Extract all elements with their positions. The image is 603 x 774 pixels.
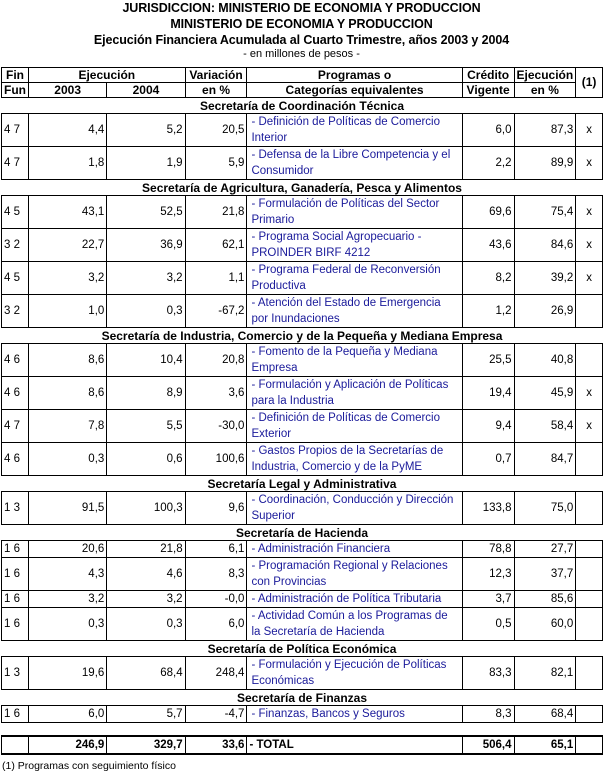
section-title: Secretaría de Industria, Comercio y de la Pequeña y Mediana Empresa	[2, 328, 603, 344]
header-fin: Fin	[2, 68, 29, 83]
cell-programa: - Fomento de la Pequeña y Mediana Empresa	[247, 344, 462, 377]
cell-credito: 0,5	[462, 608, 514, 641]
spacer-row	[2, 723, 603, 737]
header-2003: 2003	[29, 83, 107, 98]
header-note: (1)	[576, 68, 603, 98]
cell-2003: 20,6	[29, 541, 107, 558]
cell-finfun: 1 6	[2, 541, 29, 558]
cell-variacion: 9,6	[185, 492, 247, 525]
section-header	[2, 525, 603, 541]
cell-programa: - Actividad Común a los Programas de la Secretaría de Hacienda	[247, 608, 462, 641]
section-header	[2, 98, 603, 114]
cell-2003: 1,0	[29, 295, 107, 328]
cell-ejecucion: 60,0	[514, 608, 576, 641]
cell-variacion: 3,6	[185, 377, 247, 410]
cell-2004: 1,9	[107, 147, 185, 180]
cell-2003: 4,3	[29, 558, 107, 591]
table-row	[2, 114, 603, 147]
cell-credito: 3,7	[462, 591, 514, 608]
cell-2003: 43,1	[29, 196, 107, 229]
table-row	[2, 344, 603, 377]
table-row	[2, 410, 603, 443]
total-row	[2, 736, 603, 754]
cell-credito: 12,3	[462, 558, 514, 591]
table-row	[2, 591, 603, 608]
cell-2003: 19,6	[29, 657, 107, 690]
header-2004: 2004	[107, 83, 185, 98]
cell-programa: - Atención del Estado de Emergencia por Inundaciones	[247, 295, 462, 328]
cell-2003: 6,0	[29, 706, 107, 723]
table-row	[2, 706, 603, 723]
cell-2004: 0,3	[107, 295, 185, 328]
cell-2004: 52,5	[107, 196, 185, 229]
cell-variacion: 100,6	[185, 443, 247, 476]
cell-variacion: -30,0	[185, 410, 247, 443]
cell-credito: 1,2	[462, 295, 514, 328]
cell-2004: 0,3	[107, 608, 185, 641]
table-row	[2, 558, 603, 591]
table-row	[2, 229, 603, 262]
cell-programa: - Administración de Política Tributaria	[247, 591, 462, 608]
cell-ejecucion: 40,8	[514, 344, 576, 377]
cell-2004: 8,9	[107, 377, 185, 410]
cell-ejecucion: 84,6	[514, 229, 576, 262]
cell-2003: 1,8	[29, 147, 107, 180]
section-title: Secretaría Legal y Administrativa	[2, 476, 603, 492]
execution-table	[1, 67, 603, 755]
cell-credito: 78,8	[462, 541, 514, 558]
title-ministerio: MINISTERIO DE ECONOMIA Y PRODUCCION	[170, 17, 433, 31]
cell-finfun: 1 6	[2, 558, 29, 591]
cell-2003: 0,3	[29, 608, 107, 641]
header-categorias: Categorías equivalentes	[247, 83, 462, 98]
header-ejec-pct: en %	[514, 83, 576, 98]
header-vigente: Vigente	[462, 83, 514, 98]
cell-variacion: -4,7	[185, 706, 247, 723]
section-title: Secretaría de Coordinación Técnica	[2, 98, 603, 114]
cell-finfun: 4 5	[2, 262, 29, 295]
cell-finfun: 4 7	[2, 147, 29, 180]
cell-2004: 3,2	[107, 591, 185, 608]
cell-finfun: 3 2	[2, 229, 29, 262]
cell-variacion: 20,5	[185, 114, 247, 147]
cell-ejecucion: 37,7	[514, 558, 576, 591]
cell-finfun: 4 7	[2, 410, 29, 443]
table-row	[2, 657, 603, 690]
table-row	[2, 608, 603, 641]
cell-programa: - Gastos Propios de la Secretarías de Industria, Comercio y de la PyME	[247, 443, 462, 476]
cell-finfun: 1 6	[2, 608, 29, 641]
header-credito: Crédito	[462, 68, 514, 83]
cell-variacion: 20,8	[185, 344, 247, 377]
cell-finfun: 4 6	[2, 443, 29, 476]
cell-credito: 43,6	[462, 229, 514, 262]
table-row	[2, 541, 603, 558]
cell-programa: - Formulación de Políticas del Sector Primario	[247, 196, 462, 229]
cell-ejecucion: 26,9	[514, 295, 576, 328]
section-title: Secretaría de Hacienda	[2, 525, 603, 541]
title-ejecucion: Ejecución Financiera Acumulada al Cuarto Trimestre, años 2003 y 2004	[93, 33, 510, 47]
cell-credito: 9,4	[462, 410, 514, 443]
cell-seguimiento	[576, 558, 603, 591]
table-row	[2, 377, 603, 410]
header-row-2	[2, 83, 603, 98]
cell-finfun: 1 3	[2, 657, 29, 690]
cell-finfun: 3 2	[2, 295, 29, 328]
cell-seguimiento	[576, 608, 603, 641]
cell-ejecucion: 27,7	[514, 541, 576, 558]
cell-credito: 8,3	[462, 706, 514, 723]
cell-programa: - Coordinación, Conducción y Dirección Superior	[247, 492, 462, 525]
cell-2003: 0,3	[29, 443, 107, 476]
cell-seguimiento	[576, 492, 603, 525]
total-empty	[2, 736, 29, 754]
cell-variacion: 6,0	[185, 608, 247, 641]
spacer-cell	[2, 723, 603, 737]
units-label: - en millones de pesos -	[243, 48, 360, 60]
header-ejecucion: Ejecución	[29, 68, 186, 83]
cell-variacion: 6,1	[185, 541, 247, 558]
cell-seguimiento: x	[576, 147, 603, 180]
cell-2004: 4,6	[107, 558, 185, 591]
cell-variacion: 248,4	[185, 657, 247, 690]
cell-variacion: 5,9	[185, 147, 247, 180]
cell-credito: 25,5	[462, 344, 514, 377]
cell-programa: - Definición de Políticas de Comercio Exterior	[247, 410, 462, 443]
total-2004: 329,7	[107, 736, 185, 754]
cell-2004: 5,2	[107, 114, 185, 147]
cell-seguimiento	[576, 591, 603, 608]
cell-programa: - Programación Regional y Relaciones con Provincias	[247, 558, 462, 591]
cell-2004: 100,3	[107, 492, 185, 525]
cell-variacion: 21,8	[185, 196, 247, 229]
cell-seguimiento	[576, 706, 603, 723]
section-header	[2, 476, 603, 492]
cell-2003: 3,2	[29, 262, 107, 295]
cell-2003: 4,4	[29, 114, 107, 147]
total-variacion: 33,6	[185, 736, 247, 754]
cell-finfun: 1 6	[2, 706, 29, 723]
cell-2004: 5,5	[107, 410, 185, 443]
cell-finfun: 1 6	[2, 591, 29, 608]
cell-credito: 6,0	[462, 114, 514, 147]
cell-finfun: 4 6	[2, 377, 29, 410]
cell-ejecucion: 82,1	[514, 657, 576, 690]
section-title: Secretaría de Finanzas	[2, 690, 603, 706]
cell-seguimiento: x	[576, 196, 603, 229]
cell-seguimiento	[576, 344, 603, 377]
header-variacion: Variación	[185, 68, 247, 83]
header-row-1	[2, 68, 603, 83]
cell-seguimiento: x	[576, 377, 603, 410]
cell-seguimiento	[576, 541, 603, 558]
section-header	[2, 328, 603, 344]
cell-ejecucion: 39,2	[514, 262, 576, 295]
cell-2003: 7,8	[29, 410, 107, 443]
header-ejec: Ejecución	[514, 68, 576, 83]
section-header	[2, 180, 603, 196]
cell-2003: 8,6	[29, 377, 107, 410]
cell-variacion: 1,1	[185, 262, 247, 295]
cell-finfun: 4 7	[2, 114, 29, 147]
cell-credito: 19,4	[462, 377, 514, 410]
header-var-pct: en %	[185, 83, 247, 98]
cell-ejecucion: 87,3	[514, 114, 576, 147]
cell-2004: 68,4	[107, 657, 185, 690]
cell-variacion: -67,2	[185, 295, 247, 328]
cell-ejecucion: 85,6	[514, 591, 576, 608]
cell-finfun: 1 3	[2, 492, 29, 525]
cell-programa: - Defensa de la Libre Competencia y el Consumidor	[247, 147, 462, 180]
report-titles	[0, 0, 603, 60]
cell-ejecucion: 75,4	[514, 196, 576, 229]
cell-programa: - Finanzas, Bancos y Seguros	[247, 706, 462, 723]
header-programas: Programas o	[247, 68, 462, 83]
cell-seguimiento	[576, 443, 603, 476]
cell-2003: 3,2	[29, 591, 107, 608]
cell-variacion: 62,1	[185, 229, 247, 262]
cell-ejecucion: 58,4	[514, 410, 576, 443]
cell-variacion: 8,3	[185, 558, 247, 591]
cell-finfun: 4 6	[2, 344, 29, 377]
total-empty	[576, 736, 603, 754]
cell-seguimiento: x	[576, 410, 603, 443]
cell-variacion: -0,0	[185, 591, 247, 608]
cell-2004: 0,6	[107, 443, 185, 476]
cell-ejecucion: 89,9	[514, 147, 576, 180]
title-jurisdiccion: JURISDICCION: MINISTERIO DE ECONOMIA Y PRODUCCION	[122, 1, 481, 15]
section-header	[2, 641, 603, 657]
cell-2004: 36,9	[107, 229, 185, 262]
cell-credito: 0,7	[462, 443, 514, 476]
cell-credito: 83,3	[462, 657, 514, 690]
cell-2003: 91,5	[29, 492, 107, 525]
cell-finfun: 4 5	[2, 196, 29, 229]
cell-credito: 8,2	[462, 262, 514, 295]
cell-2003: 8,6	[29, 344, 107, 377]
cell-programa: - Formulación y Aplicación de Políticas para la Industria	[247, 377, 462, 410]
table-row	[2, 262, 603, 295]
table-row	[2, 147, 603, 180]
table-row	[2, 295, 603, 328]
cell-programa: - Formulación y Ejecución de Políticas Económicas	[247, 657, 462, 690]
footnote: (1) Programas con seguimiento físico	[2, 760, 176, 772]
total-label: - TOTAL	[247, 736, 462, 754]
cell-2003: 22,7	[29, 229, 107, 262]
section-title: Secretaría de Agricultura, Ganadería, Pesca y Alimentos	[2, 180, 603, 196]
cell-seguimiento	[576, 657, 603, 690]
table-row	[2, 443, 603, 476]
cell-ejecucion: 75,0	[514, 492, 576, 525]
table-row	[2, 492, 603, 525]
total-credito: 506,4	[462, 736, 514, 754]
cell-seguimiento: x	[576, 114, 603, 147]
cell-seguimiento	[576, 295, 603, 328]
cell-2004: 5,7	[107, 706, 185, 723]
table-row	[2, 196, 603, 229]
cell-programa: - Definición de Políticas de Comercio Interior	[247, 114, 462, 147]
total-ejecucion: 65,1	[514, 736, 576, 754]
cell-ejecucion: 68,4	[514, 706, 576, 723]
section-header	[2, 690, 603, 706]
cell-credito: 69,6	[462, 196, 514, 229]
total-2003: 246,9	[29, 736, 107, 754]
header-fun: Fun	[2, 83, 29, 98]
cell-credito: 133,8	[462, 492, 514, 525]
cell-programa: - Administración Financiera	[247, 541, 462, 558]
cell-2004: 3,2	[107, 262, 185, 295]
cell-seguimiento: x	[576, 262, 603, 295]
cell-programa: - Programa Social Agropecuario - PROINDER BIRF 4212	[247, 229, 462, 262]
cell-programa: - Programa Federal de Reconversión Productiva	[247, 262, 462, 295]
cell-2004: 10,4	[107, 344, 185, 377]
cell-seguimiento: x	[576, 229, 603, 262]
cell-credito: 2,2	[462, 147, 514, 180]
section-title: Secretaría de Política Económica	[2, 641, 603, 657]
cell-ejecucion: 84,7	[514, 443, 576, 476]
cell-ejecucion: 45,9	[514, 377, 576, 410]
cell-2004: 21,8	[107, 541, 185, 558]
